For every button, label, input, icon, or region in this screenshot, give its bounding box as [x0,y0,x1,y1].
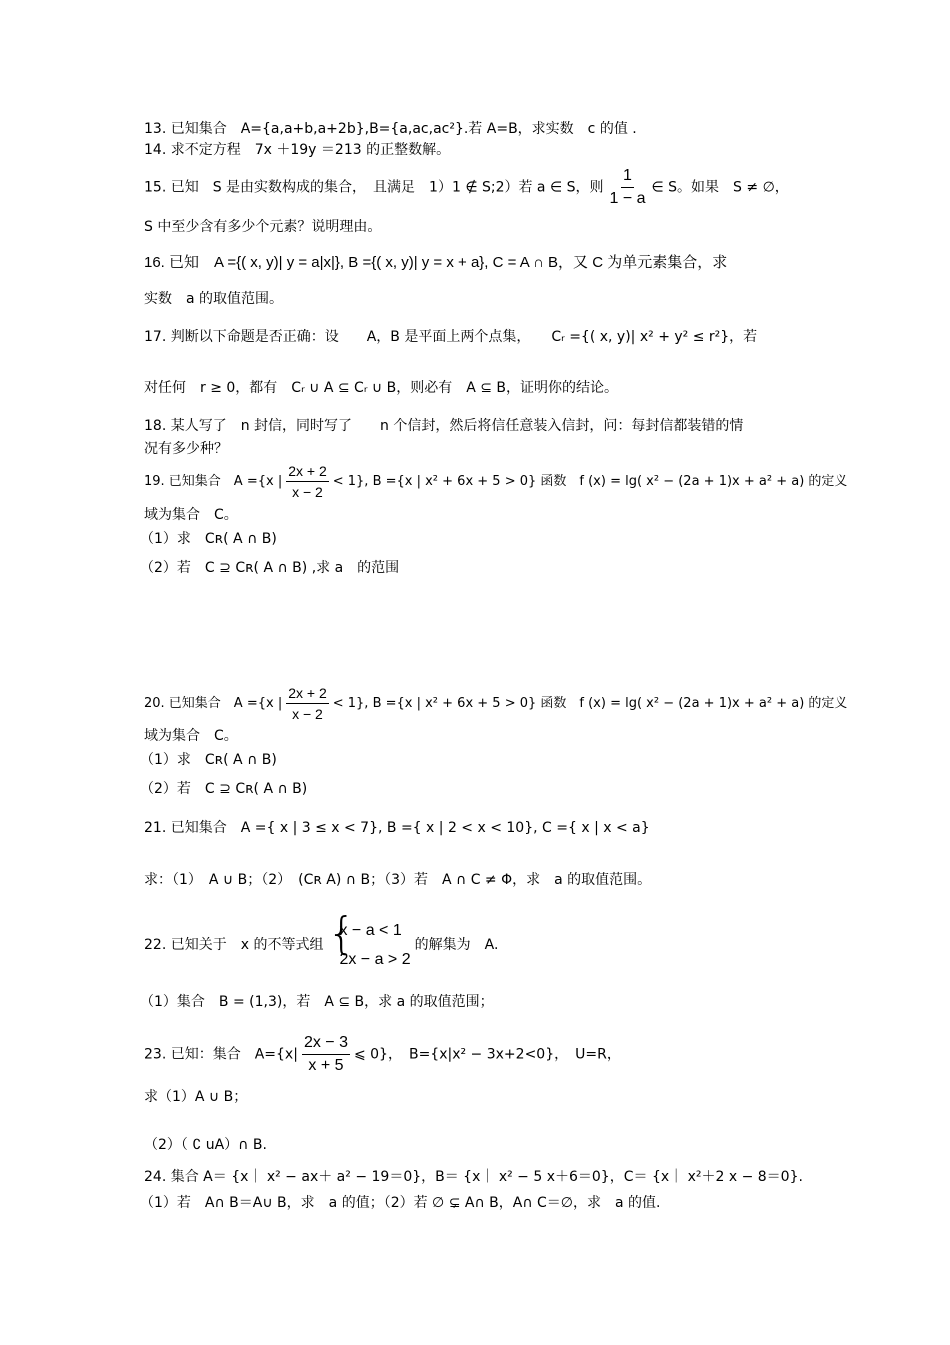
denominator: x − 2 [292,484,323,500]
problem-19-q2: （2）若 C ⊇ Cʀ( A ∩ B) ,求 a 的范围 [140,560,400,576]
problem-14: 14. 求不定方程 7x ＋19y ＝213 的正整数解。 [144,142,451,158]
problem-17-line2: 对任何 r ≥ 0，都有 Cᵣ ∪ A ⊆ Cᵣ ∪ B，则必有 A ⊆ B，证明你的结论。 [144,380,619,396]
problem-15-text-b: ∈ S。如果 S ≠ ∅， [651,179,789,196]
problem-22-text-b: 的解集为 A. [414,937,499,953]
problem-20-q2: （2）若 C ⊇ Cʀ( A ∩ B) [140,781,308,797]
problem-23-text-b: ⩽ 0}， B={x|x² − 3x+2<0}， U=R， [353,1046,621,1063]
problem-21-line2: 求：（1） A ∪ B；（2） (Cʀ A) ∩ B；（3）若 A ∩ C ≠ Φ，求 a 的取值范围。 [144,872,652,888]
problem-24-line1: 24. 集合 A＝ {x｜ x² − ax＋ a² − 19＝0}，B＝ {x｜ x² − 5 x＋6＝0}，C＝ {x｜ x²＋2 x − 8＝0}. [144,1169,803,1185]
problem-19-line1 [144,464,847,499]
problem-22-text-a: 22. 已知关于 x 的不等式组 [144,937,324,953]
problem-23-text-a: 23. 已知：集合 A={x| [144,1046,298,1063]
problem-23-line1 [144,1035,621,1074]
problem-19-q1: （1）求 Cʀ( A ∩ B) [140,531,277,547]
denominator: x + 5 [308,1057,344,1074]
problem-13: 13. 已知集合 A={a,a+b,a+2b},B={a,ac,ac²}.若 A=B，求实数 c 的值 . [144,121,637,137]
problem-15-line1 [144,168,789,207]
numerator: 2x + 2 [286,686,329,704]
fraction [607,168,647,207]
problem-20-text-a: 20. 已知集合 A ={x | [144,696,283,711]
brace-icon: { [327,908,356,959]
problem-17-line1: 17. 判断以下命题是否正确：设 A，B 是平面上两个点集， Cᵣ ={( x, y)| x² + y² ≤ r²}，若 [144,329,758,345]
system-row-1: x − a < 1 [339,922,402,939]
problem-19-text-b: < 1}, B ={x | x² + 6x + 5 > 0} 函数 f (x) = lg( x² − (2a + 1)x + a² + a) 的定义 [332,474,848,489]
numerator: 2x + 2 [286,464,329,482]
problem-15-text-a: 15. 已知 S 是由实数构成的集合， 且满足 1）1 ∉ S;2）若 a ∈ S，则 [144,179,604,196]
inequality-system [327,908,411,974]
problem-15-line2: S 中至少含有多少个元素？说明理由。 [144,219,382,235]
problem-21-line1: 21. 已知集合 A ={ x | 3 ≤ x < 7}, B ={ x | 2 < x < 10}, C ={ x | x < a} [144,820,650,836]
numerator: 1 [621,168,634,188]
problem-18-line1: 18. 某人写了 n 封信，同时写了 n 个信封，然后将信任意装入信封，问：每封信都装错的情 [144,418,744,434]
denominator: 1 − a [609,190,646,207]
problem-20-text-b: < 1}, B ={x | x² + 6x + 5 > 0} 函数 f (x) = lg( x² − (2a + 1)x + a² + a) 的定义 [332,696,848,711]
problem-20-line1 [144,686,847,721]
fraction [302,1035,350,1074]
numerator: 2x − 3 [302,1035,350,1055]
denominator: x − 2 [292,706,323,722]
problem-18-line2: 况有多少种？ [144,441,228,457]
fraction [286,464,329,499]
problem-19-line2: 域为集合 C。 [144,507,238,523]
problem-16-line2: 实数 a 的取值范围。 [144,291,284,307]
problem-20-line2: 域为集合 C。 [144,728,238,744]
problem-20-q1: （1）求 Cʀ( A ∩ B) [140,752,277,768]
fraction [286,686,329,721]
problem-19-text-a: 19. 已知集合 A ={x | [144,474,283,489]
problem-22-q1: （1）集合 B = (1,3)，若 A ⊆ B，求 a 的取值范围； [140,994,494,1010]
problem-23-q1: 求（1）A ∪ B； [144,1089,248,1105]
problem-24-line2: （1）若 A∩ B＝A∪ B，求 a 的值；（2）若 ∅ ⊊ A∩ B，A∩ C＝∅，求 a 的值. [140,1195,661,1211]
problem-23-q2: （2）（ ∁ uA）∩ B. [144,1137,267,1153]
problem-16-line1: 16. 已知 A ={( x, y)| y = a|x|}, B ={( x, y)| y = x + a}, C = A ∩ B，又 C 为单元素集合，求 [144,254,728,271]
system-row-2: 2x − a > 2 [339,951,411,968]
problem-22-line1 [144,908,499,974]
